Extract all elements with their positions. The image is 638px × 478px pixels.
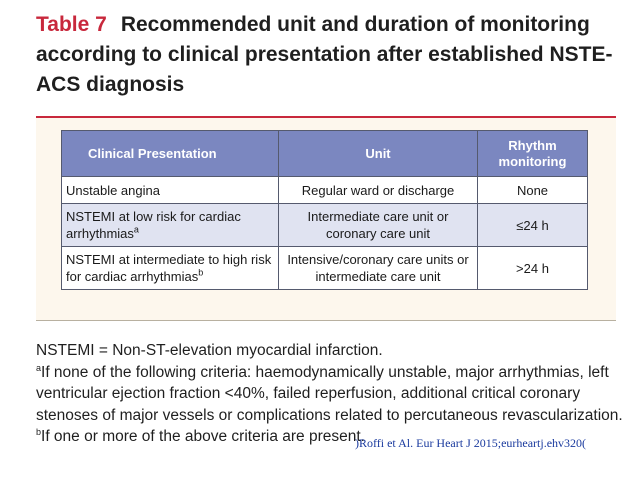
footnote-marker-b: b [198,267,204,278]
table-header-row [62,131,588,177]
table-footnotes [36,340,632,448]
presentation-text: Unstable angina [66,182,160,198]
monitoring-table [61,130,588,290]
footnote-marker-a: a [133,224,139,235]
header-unit: Unit [279,131,478,177]
header-rhythm-monitoring [478,131,588,177]
cell-unit [279,204,478,247]
cell-presentation [62,247,279,290]
presentation-text: NSTEMI at low risk for cardiac arrhythmias [66,209,241,241]
footnote-a-marker: a [36,362,42,373]
table-number: Table 7 [36,13,107,36]
cell-unit: Regular ward or discharge [279,177,478,204]
cell-presentation [62,204,279,247]
table-row [62,204,588,247]
table-row [62,247,588,290]
table-title [36,10,626,100]
cell-unit: Intensive/coronary care units or intermediate care unit [279,247,478,290]
table-row [62,177,588,204]
header-clinical-presentation: Clinical Presentation [62,131,279,177]
unit-text: Intermediate care unit or coronary care unit [307,209,449,241]
source-citation: )Roffi et Al. Eur Heart J 2015;eurheartj.ehv320( [355,436,587,450]
abbreviation-note: NSTEMI = Non-ST-elevation myocardial infarction. [36,342,383,359]
cell-monitoring: >24 h [478,247,588,290]
footnote-b-marker: b [36,426,42,437]
table-title-text: Recommended unit and duration of monitoring according to clinical presentation after established NSTE-ACS diagnosis [36,13,613,96]
presentation-text: NSTEMI at intermediate to high risk for cardiac arrhythmias [66,252,272,284]
footnote-a [36,362,632,427]
footnote-a-text: If none of the following criteria: haemodynamically unstable, major arrhythmias, left ventricular ejection fraction <40%, failed reperfusion, additional critical coronary stenoses of major vessels or complications related to percutaneous revascularization. [36,363,623,424]
cell-presentation [62,177,279,204]
cell-monitoring: ≤24 h [478,204,588,247]
header-rhythm-monitoring-text: Rhythm monitoring [498,137,567,169]
cell-monitoring: None [478,177,588,204]
footnote-b-text: If one or more of the above criteria are present. [41,428,365,445]
